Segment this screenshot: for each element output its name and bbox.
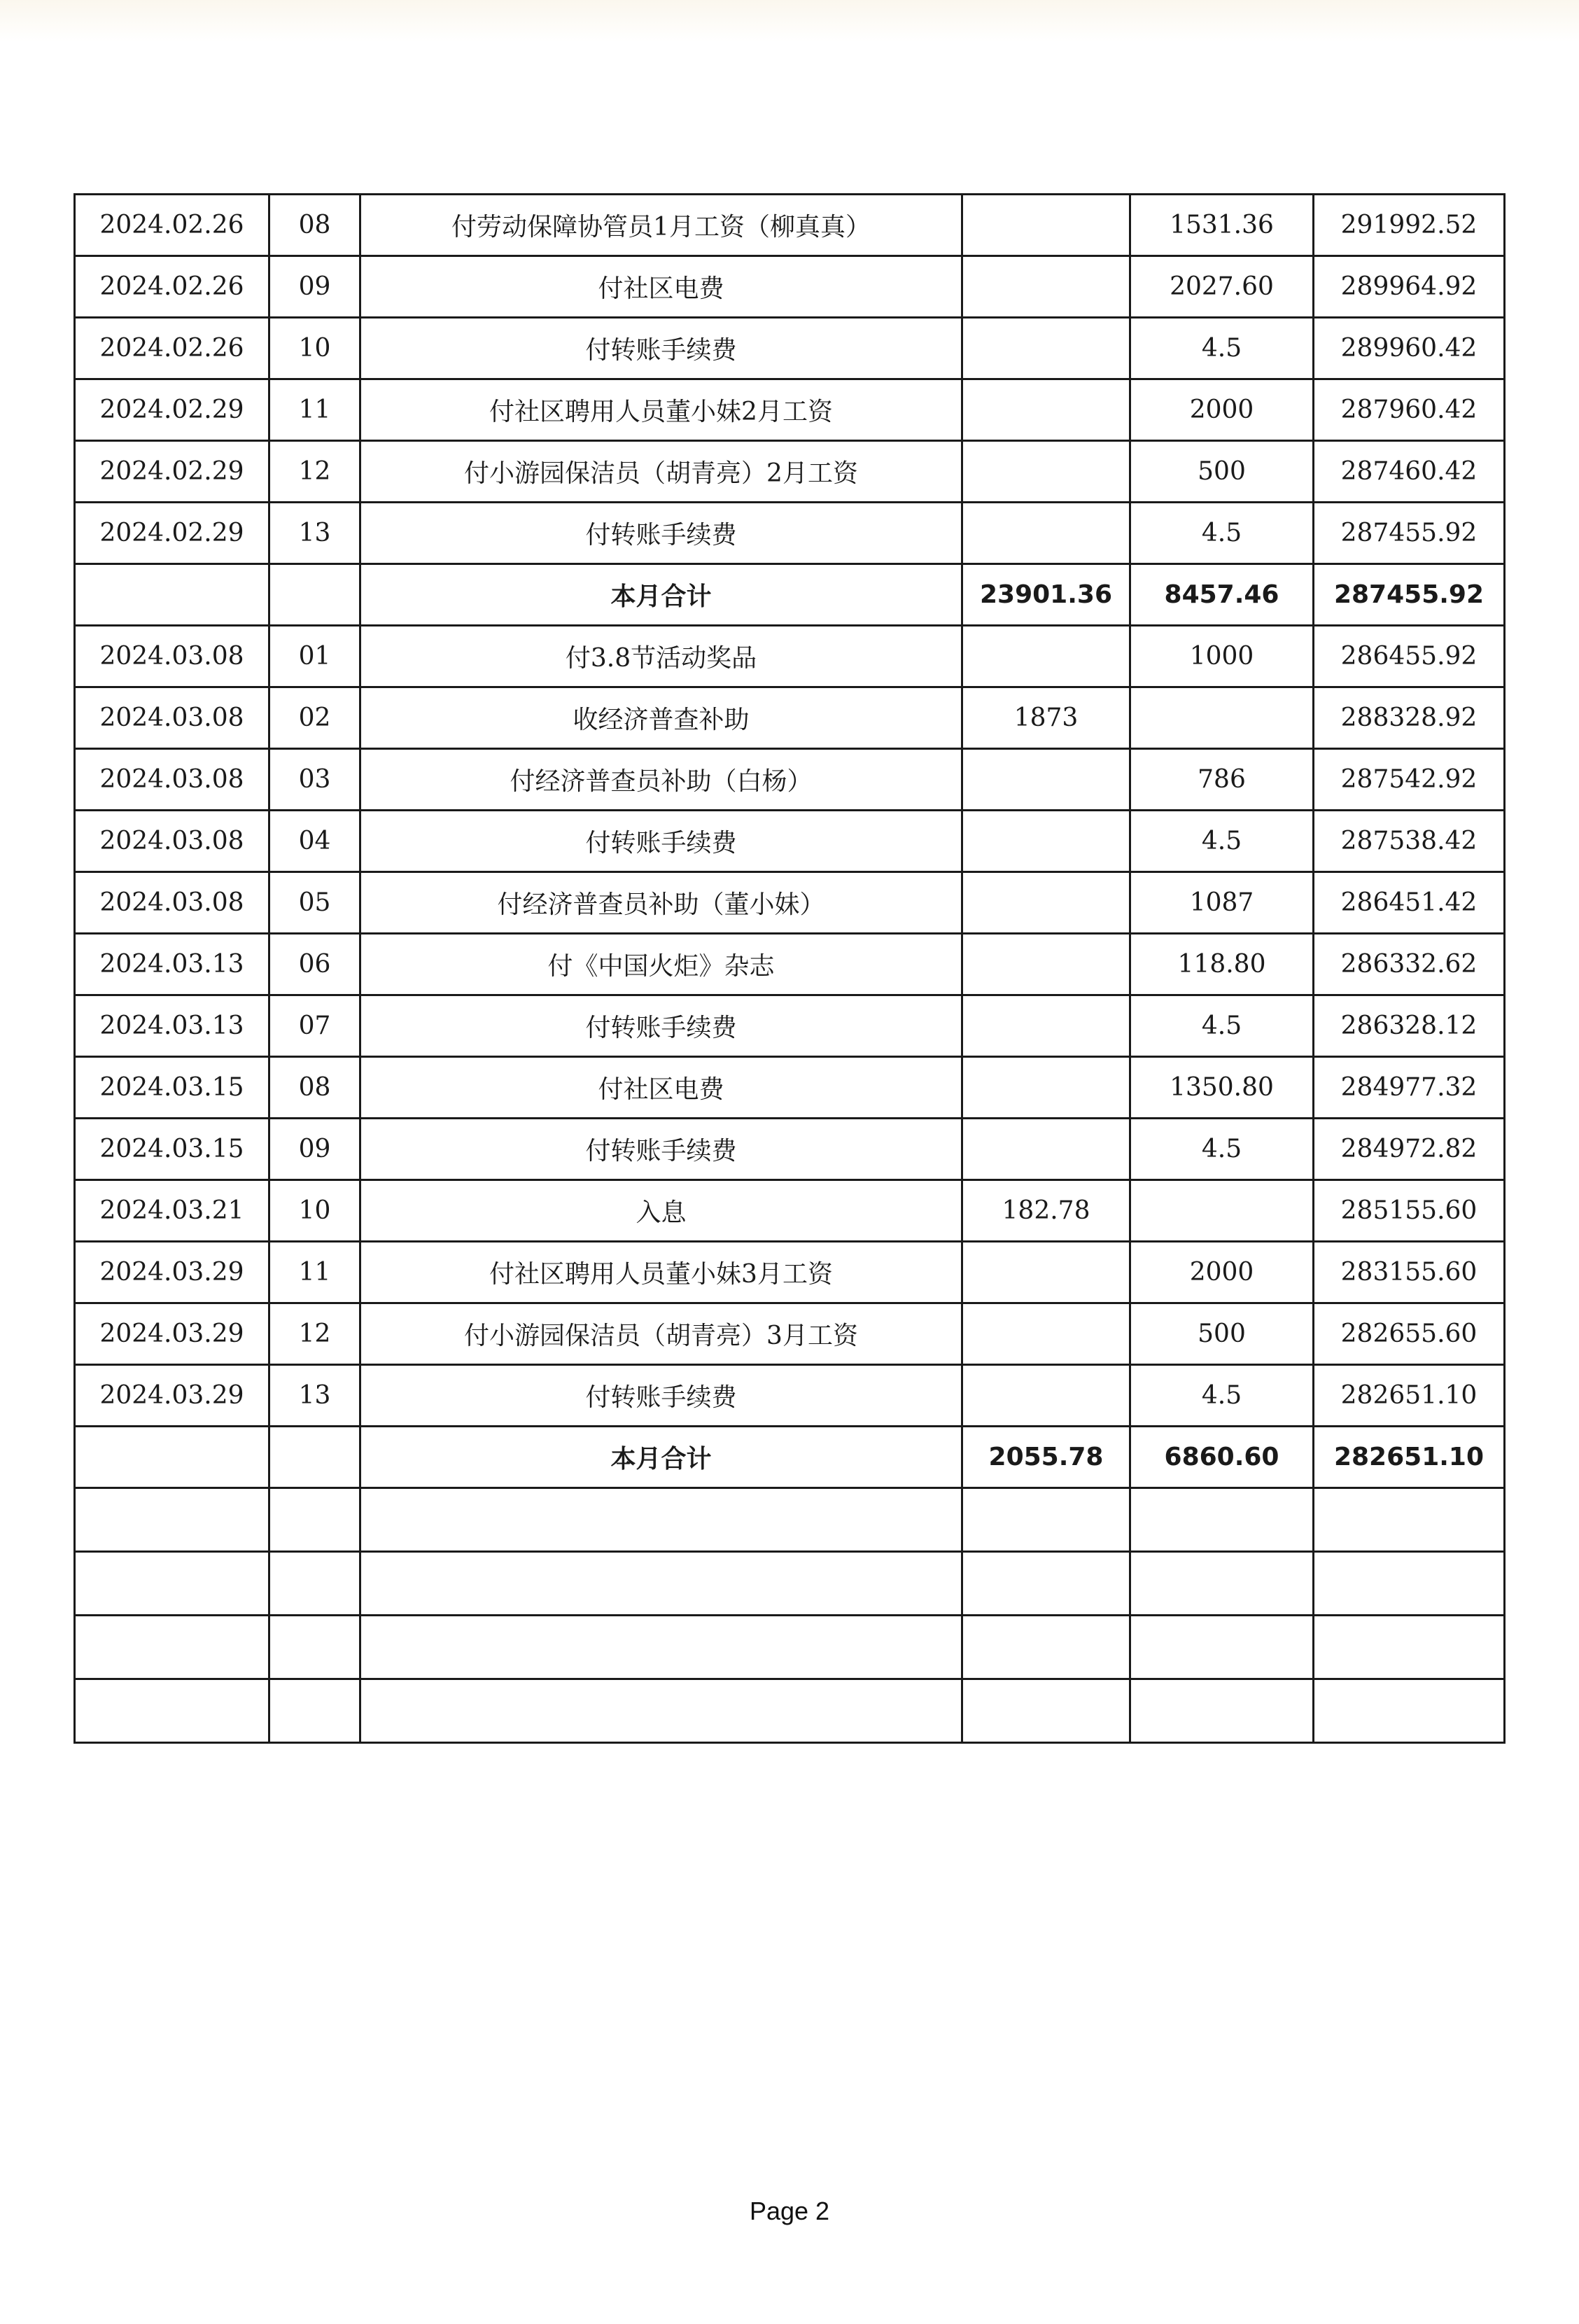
cell-balance: 286328.12	[1314, 995, 1505, 1057]
cell-description: 付转账手续费	[360, 1365, 962, 1427]
cell-income	[962, 1119, 1130, 1180]
cell-voucher-no: 01	[269, 626, 360, 687]
cell-income: 182.78	[962, 1180, 1130, 1242]
cell-description: 付经济普查员补助（白杨）	[360, 749, 962, 811]
cell-expense: 4.5	[1130, 318, 1314, 379]
ledger-row	[75, 626, 1505, 687]
ledger-row	[75, 1242, 1505, 1303]
cell-date: 2024.02.29	[75, 503, 269, 564]
cell-income	[962, 1303, 1130, 1365]
cell-description: 付社区聘用人员董小妹3月工资	[360, 1242, 962, 1303]
cell-income: 1873	[962, 687, 1130, 749]
cell-expense: 1000	[1130, 626, 1314, 687]
cell-description: 付社区聘用人员董小妹2月工资	[360, 379, 962, 441]
cell-voucher-no: 08	[269, 195, 360, 256]
cell-date: 2024.02.26	[75, 256, 269, 318]
cell-expense-empty	[1130, 1552, 1314, 1616]
ledger-row	[75, 256, 1505, 318]
cell-date: 2024.03.08	[75, 687, 269, 749]
monthly-total-row	[75, 564, 1505, 626]
cell-expense-empty	[1130, 1616, 1314, 1679]
cell-voucher-no-empty	[269, 1616, 360, 1679]
cell-balance: 289960.42	[1314, 318, 1505, 379]
cell-income-empty	[962, 1552, 1130, 1616]
cell-description-empty	[360, 1679, 962, 1743]
cell-description-empty	[360, 1616, 962, 1679]
cell-balance: 291992.52	[1314, 195, 1505, 256]
cell-voucher-no: 05	[269, 872, 360, 934]
cell-date: 2024.03.13	[75, 995, 269, 1057]
cell-expense: 4.5	[1130, 1365, 1314, 1427]
ledger-row	[75, 1303, 1505, 1365]
cell-voucher-no: 11	[269, 1242, 360, 1303]
cell-expense: 4.5	[1130, 811, 1314, 872]
cell-income	[962, 872, 1130, 934]
cell-expense: 2000	[1130, 379, 1314, 441]
cell-balance: 289964.92	[1314, 256, 1505, 318]
cell-date: 2024.03.29	[75, 1365, 269, 1427]
cell-balance: 283155.60	[1314, 1242, 1505, 1303]
cell-voucher-no: 13	[269, 1365, 360, 1427]
cell-date-empty	[75, 1552, 269, 1616]
cell-income: 2055.78	[962, 1427, 1130, 1488]
cell-expense	[1130, 687, 1314, 749]
ledger-row	[75, 749, 1505, 811]
cell-expense: 1087	[1130, 872, 1314, 934]
cell-date: 2024.03.08	[75, 749, 269, 811]
cell-expense: 786	[1130, 749, 1314, 811]
ledger-row	[75, 441, 1505, 503]
cell-voucher-no	[269, 564, 360, 626]
cell-balance-empty	[1314, 1616, 1505, 1679]
cell-voucher-no: 12	[269, 441, 360, 503]
cell-expense: 6860.60	[1130, 1427, 1314, 1488]
cell-description: 付小游园保洁员（胡青亮）2月工资	[360, 441, 962, 503]
ledger-row	[75, 195, 1505, 256]
cell-expense	[1130, 1180, 1314, 1242]
cell-date: 2024.03.15	[75, 1119, 269, 1180]
cell-voucher-no-empty	[269, 1679, 360, 1743]
ledger-row	[75, 1180, 1505, 1242]
cell-income	[962, 811, 1130, 872]
cell-description: 本月合计	[360, 564, 962, 626]
cell-balance: 285155.60	[1314, 1180, 1505, 1242]
cell-balance: 282651.10	[1314, 1365, 1505, 1427]
cell-voucher-no: 13	[269, 503, 360, 564]
ledger-row	[75, 503, 1505, 564]
cell-income	[962, 318, 1130, 379]
cell-expense: 2027.60	[1130, 256, 1314, 318]
cell-expense: 4.5	[1130, 995, 1314, 1057]
cell-balance: 287455.92	[1314, 564, 1505, 626]
cell-expense: 8457.46	[1130, 564, 1314, 626]
cell-balance: 287538.42	[1314, 811, 1505, 872]
blank-row	[75, 1616, 1505, 1679]
cell-date-empty	[75, 1616, 269, 1679]
cell-income	[962, 256, 1130, 318]
cell-date-empty	[75, 1679, 269, 1743]
cell-description: 入息	[360, 1180, 962, 1242]
cell-voucher-no: 06	[269, 934, 360, 995]
ledger-row	[75, 995, 1505, 1057]
cell-balance: 282651.10	[1314, 1427, 1505, 1488]
cell-balance: 287455.92	[1314, 503, 1505, 564]
cell-voucher-no-empty	[269, 1552, 360, 1616]
cell-expense: 118.80	[1130, 934, 1314, 995]
cell-description: 付《中国火炬》杂志	[360, 934, 962, 995]
cell-date: 2024.02.29	[75, 379, 269, 441]
cell-description: 付经济普查员补助（董小妹）	[360, 872, 962, 934]
ledger-row	[75, 872, 1505, 934]
cell-balance: 287460.42	[1314, 441, 1505, 503]
ledger-body	[75, 195, 1505, 1743]
cell-voucher-no: 09	[269, 1119, 360, 1180]
cell-expense-empty	[1130, 1679, 1314, 1743]
cell-description: 付转账手续费	[360, 811, 962, 872]
cell-voucher-no	[269, 1427, 360, 1488]
cell-voucher-no: 03	[269, 749, 360, 811]
cell-income	[962, 379, 1130, 441]
blank-row	[75, 1679, 1505, 1743]
ledger-row	[75, 934, 1505, 995]
cell-description: 付小游园保洁员（胡青亮）3月工资	[360, 1303, 962, 1365]
cell-date: 2024.02.26	[75, 195, 269, 256]
cell-income	[962, 626, 1130, 687]
monthly-total-row	[75, 1427, 1505, 1488]
cell-description: 付社区电费	[360, 1057, 962, 1119]
cell-voucher-no: 10	[269, 318, 360, 379]
cell-description: 付3.8节活动奖品	[360, 626, 962, 687]
cell-balance: 284972.82	[1314, 1119, 1505, 1180]
blank-row	[75, 1552, 1505, 1616]
cell-balance-empty	[1314, 1552, 1505, 1616]
cell-date: 2024.02.29	[75, 441, 269, 503]
cell-balance: 287960.42	[1314, 379, 1505, 441]
cell-income-empty	[962, 1488, 1130, 1552]
cell-income-empty	[962, 1616, 1130, 1679]
cell-description-empty	[360, 1488, 962, 1552]
cell-date: 2024.02.26	[75, 318, 269, 379]
cell-balance: 286451.42	[1314, 872, 1505, 934]
cell-expense: 4.5	[1130, 1119, 1314, 1180]
cell-date	[75, 564, 269, 626]
cell-description: 收经济普查补助	[360, 687, 962, 749]
cell-voucher-no-empty	[269, 1488, 360, 1552]
cell-date: 2024.03.21	[75, 1180, 269, 1242]
cell-balance-empty	[1314, 1679, 1505, 1743]
cell-income	[962, 934, 1130, 995]
ledger-row	[75, 318, 1505, 379]
cell-voucher-no: 08	[269, 1057, 360, 1119]
cell-date: 2024.03.13	[75, 934, 269, 995]
cell-voucher-no: 09	[269, 256, 360, 318]
cell-income	[962, 503, 1130, 564]
cell-balance-empty	[1314, 1488, 1505, 1552]
cell-expense: 2000	[1130, 1242, 1314, 1303]
cell-voucher-no: 07	[269, 995, 360, 1057]
cell-balance: 286332.62	[1314, 934, 1505, 995]
ledger-row	[75, 1119, 1505, 1180]
cell-date	[75, 1427, 269, 1488]
ledger-row	[75, 811, 1505, 872]
cell-balance: 282655.60	[1314, 1303, 1505, 1365]
cell-description: 付转账手续费	[360, 318, 962, 379]
cell-voucher-no: 12	[269, 1303, 360, 1365]
cell-description: 付转账手续费	[360, 1119, 962, 1180]
ledger-row	[75, 687, 1505, 749]
ledger-row	[75, 1057, 1505, 1119]
cell-income	[962, 195, 1130, 256]
ledger-row	[75, 379, 1505, 441]
cell-balance: 286455.92	[1314, 626, 1505, 687]
cell-description: 本月合计	[360, 1427, 962, 1488]
cell-expense: 500	[1130, 441, 1314, 503]
cell-expense: 4.5	[1130, 503, 1314, 564]
cell-income-empty	[962, 1679, 1130, 1743]
ledger-row	[75, 1365, 1505, 1427]
cell-balance: 284977.32	[1314, 1057, 1505, 1119]
cell-date: 2024.03.29	[75, 1242, 269, 1303]
cell-income	[962, 441, 1130, 503]
cell-description: 付劳动保障协管员1月工资（柳真真）	[360, 195, 962, 256]
cell-income	[962, 749, 1130, 811]
page-number: Page 2	[749, 2197, 830, 2225]
cell-income	[962, 1365, 1130, 1427]
cell-description: 付转账手续费	[360, 995, 962, 1057]
blank-row	[75, 1488, 1505, 1552]
cell-description: 付转账手续费	[360, 503, 962, 564]
cell-description: 付社区电费	[360, 256, 962, 318]
cell-voucher-no: 02	[269, 687, 360, 749]
cell-balance: 287542.92	[1314, 749, 1505, 811]
cell-date: 2024.03.29	[75, 1303, 269, 1365]
cell-expense: 500	[1130, 1303, 1314, 1365]
cell-date: 2024.03.15	[75, 1057, 269, 1119]
cell-income	[962, 1057, 1130, 1119]
cell-date: 2024.03.08	[75, 811, 269, 872]
cell-date: 2024.03.08	[75, 626, 269, 687]
cell-voucher-no: 04	[269, 811, 360, 872]
cell-balance: 288328.92	[1314, 687, 1505, 749]
cell-income	[962, 995, 1130, 1057]
cell-expense: 1531.36	[1130, 195, 1314, 256]
cell-date: 2024.03.08	[75, 872, 269, 934]
cell-date-empty	[75, 1488, 269, 1552]
cell-income	[962, 1242, 1130, 1303]
cell-income: 23901.36	[962, 564, 1130, 626]
cell-description-empty	[360, 1552, 962, 1616]
cell-expense: 1350.80	[1130, 1057, 1314, 1119]
cell-voucher-no: 10	[269, 1180, 360, 1242]
cell-voucher-no: 11	[269, 379, 360, 441]
ledger-table	[73, 193, 1506, 1744]
cell-expense-empty	[1130, 1488, 1314, 1552]
